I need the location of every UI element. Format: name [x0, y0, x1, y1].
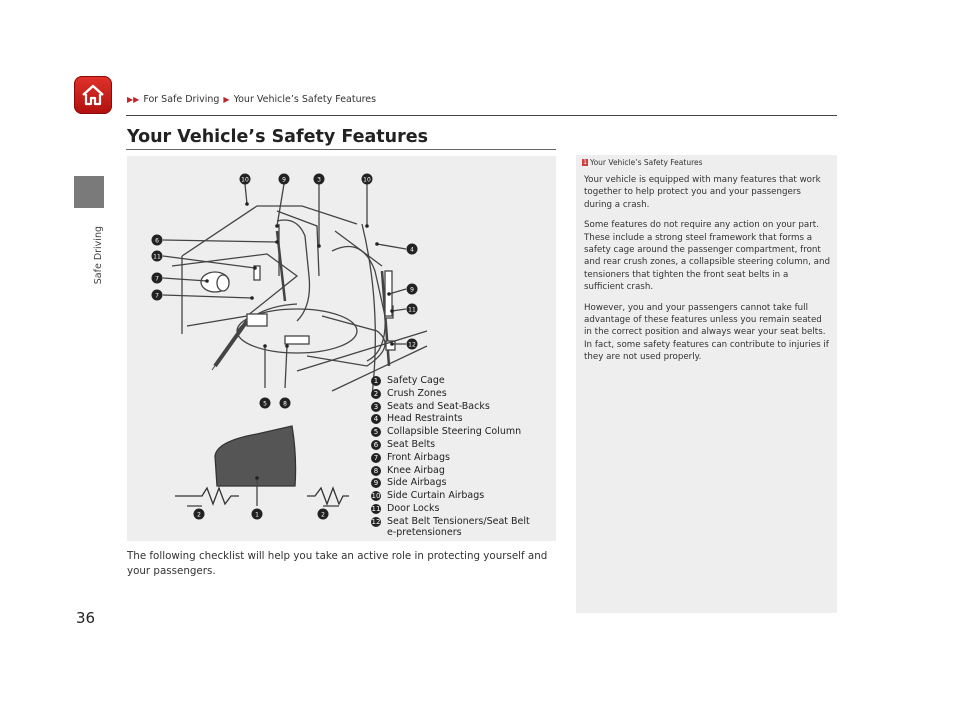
note-paragraph: However, you and your passengers cannot take full advantage of these features unless you remain seated in the correct position and always wear your seat belts. In fact, some safety features can contribute to injuries if they are not used properly. [584, 302, 829, 363]
breadcrumb [127, 94, 376, 105]
svg-text:9: 9 [282, 176, 286, 184]
svg-text:11: 11 [153, 253, 161, 261]
marker-7b [152, 290, 163, 301]
sidebar-note [576, 155, 837, 613]
section-label: Safe Driving [93, 226, 104, 285]
breadcrumb-current: Your Vehicle’s Safety Features [233, 94, 377, 105]
marker-4 [407, 244, 418, 255]
note-body [584, 174, 830, 372]
note-paragraph: Some features do not require any action on your part. These include a strong steel framework that forms a safety cage around the passenger compartment, front and rear crush zones, a collapsible steering column, and tensioners that tighten the front seat belts in a sufficient crash. [584, 220, 830, 293]
svg-text:1: 1 [255, 511, 259, 519]
legend-item: 11 Door Locks [371, 502, 440, 514]
marker-10b [362, 174, 373, 185]
legend-item: 12 Seat Belt Tensioners/Seat Belt e-pretensioners [371, 515, 530, 538]
marker-12 [407, 339, 418, 350]
svg-text:7: 7 [155, 292, 159, 300]
marker-9b [407, 284, 418, 295]
marker-3 [314, 174, 325, 185]
legend-item: 3 Seats and Seat-Backs [371, 401, 531, 414]
marker-7a [152, 273, 163, 284]
marker-2b [318, 509, 329, 520]
svg-text:10: 10 [363, 176, 371, 184]
marker-1 [252, 509, 263, 520]
svg-text:11: 11 [408, 306, 416, 314]
legend-item: 5 Collapsible Steering Column [371, 426, 531, 439]
legend-item: 6 Seat Belts [371, 439, 531, 452]
marker-2a [194, 509, 205, 520]
header-divider [126, 115, 837, 116]
breadcrumb-link-safe-driving[interactable]: For Safe Driving [143, 94, 220, 105]
marker-6 [152, 235, 163, 246]
home-button[interactable] [74, 76, 112, 114]
svg-text:3: 3 [317, 176, 321, 184]
feature-legend [371, 375, 531, 538]
legend-item: 4 Head Restraints [371, 413, 531, 426]
home-icon [80, 82, 106, 108]
breadcrumb-arrow-icon: ▶ [223, 95, 230, 104]
svg-text:2: 2 [197, 511, 201, 519]
legend-item: 10 Side Curtain Airbags [371, 490, 485, 502]
section-tab[interactable] [74, 176, 104, 208]
legend-item: 8 Knee Airbag [371, 465, 531, 478]
svg-text:8: 8 [283, 400, 287, 408]
svg-text:7: 7 [155, 275, 159, 283]
title-divider [126, 149, 556, 150]
svg-text:9: 9 [410, 286, 414, 294]
note-paragraph: Your vehicle is equipped with many features that work together to help protect you and your passengers during a crash. [584, 175, 821, 210]
breadcrumb-arrow-icon: ▶▶ [127, 95, 140, 104]
safety-features-illustration [127, 156, 556, 541]
page-number: 36 [76, 609, 96, 627]
note-heading-text: Your Vehicle’s Safety Features [590, 158, 703, 167]
marker-8 [280, 398, 291, 409]
page-title: Your Vehicle’s Safety Features [127, 127, 429, 147]
svg-text:4: 4 [410, 246, 414, 254]
marker-10a [240, 174, 251, 185]
svg-text:5: 5 [263, 400, 267, 408]
marker-9a [279, 174, 290, 185]
legend-item: 7 Front Airbags [371, 452, 531, 465]
marker-5 [260, 398, 271, 409]
legend-item: 9 Side Airbags [371, 477, 531, 490]
body-paragraph: The following checklist will help you take an active role in protecting yourself and your passengers. [127, 550, 548, 577]
marker-11b [407, 304, 418, 315]
svg-text:6: 6 [155, 237, 159, 245]
note-heading [582, 158, 703, 167]
legend-item: 2 Crush Zones [371, 388, 531, 401]
note-marker-icon: 1 [583, 159, 587, 166]
svg-text:2: 2 [321, 511, 325, 519]
svg-text:10: 10 [241, 176, 249, 184]
legend-item: 1 Safety Cage [371, 375, 531, 388]
marker-11a [152, 251, 163, 262]
svg-text:12: 12 [408, 341, 416, 349]
